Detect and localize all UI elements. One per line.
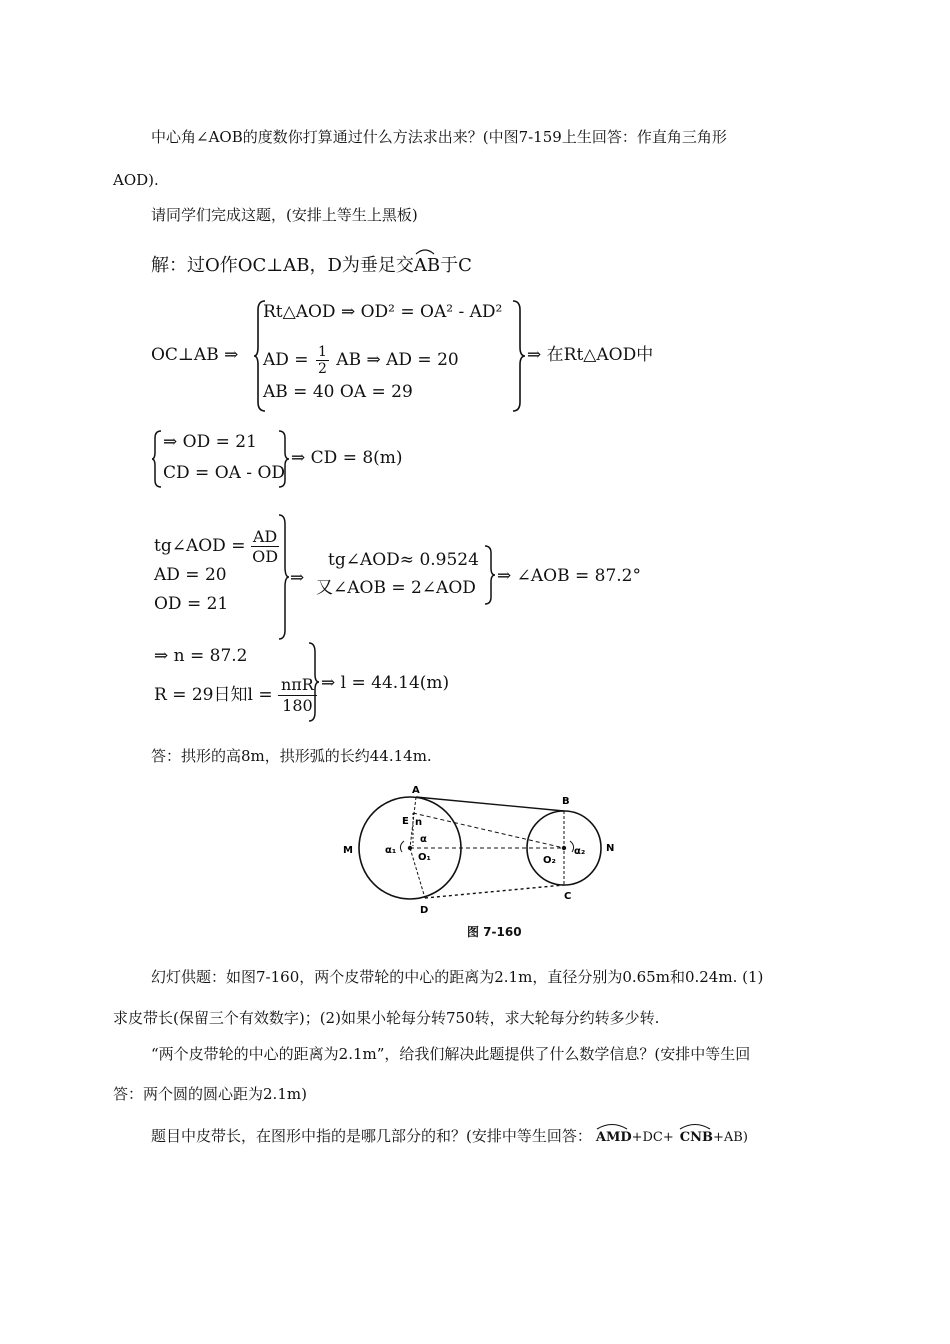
step2-right: ⇒ CD = 8(m) [291, 448, 403, 468]
paragraph-4-line-2: 答：两个圆的圆心距为2.1m) [113, 1085, 307, 1103]
label-alpha2: α₂ [574, 846, 586, 857]
arc-cnb: CNB [680, 1128, 713, 1148]
belt-segment-ab [416, 797, 564, 811]
paragraph-5: 题目中皮带长，在图形中指的是哪几部分的和？(安排中等生回答： AMD +DC+ CNB +AB) [151, 1126, 748, 1148]
step4-right: ⇒ l = 44.14(m) [321, 673, 450, 693]
belt-pulley-figure [340, 780, 620, 940]
arc-ab-mark [414, 247, 436, 255]
solution-intro [151, 255, 472, 277]
label-alpha1: α₁ [385, 845, 397, 856]
step3-row2: AD = 20 [154, 565, 227, 585]
arc-amd: AMD [596, 1128, 632, 1148]
arc-ab: AB [414, 255, 440, 277]
arc-amd-mark [595, 1122, 629, 1130]
fraction-arc-length: nπR 180 [278, 675, 317, 716]
paragraph-3-line-2: 求皮带长(保留三个有效数字)；(2)如果小轮每分转750转，求大轮每分约转多少转. [113, 1009, 660, 1027]
label-d: D [420, 905, 429, 916]
step1-left: OC⊥AB ⇒ [151, 345, 239, 365]
label-h: n [415, 817, 423, 828]
step4-row1: ⇒ n = 87.2 [154, 646, 248, 666]
step3-right-brace [278, 514, 290, 640]
step1-row3: AB = 40 OA = 29 [263, 382, 413, 402]
step1-row1: Rt△AOD ⇒ OD² = OA² - AD² [263, 302, 503, 322]
step1-right-brace [512, 300, 526, 412]
fraction-half: $\frac{1}{2}$ [317, 344, 327, 377]
solution-intro-suffix: 于C [440, 255, 472, 276]
label-c: C [564, 891, 572, 902]
label-a: A [412, 785, 420, 796]
arc-cnb-mark [678, 1122, 712, 1130]
step3-middle-row2: 又∠AOB = 2∠AOD [316, 578, 476, 598]
belt-segment-dc [425, 885, 564, 898]
paragraph-4-line-1: “两个皮带轮的中心的距离为2.1m”，给我们解决此题提供了什么数学信息？(安排中等生回 [151, 1045, 751, 1063]
label-o1: O₁ [418, 852, 431, 863]
angle-alpha1-arc [400, 841, 404, 852]
label-o2: O₂ [543, 855, 556, 866]
label-n: N [606, 843, 615, 854]
fraction-ad-od: $\frac{AD}{OD}$ [252, 527, 279, 566]
paragraph-3-line-1: 幻灯供题：如图7-160，两个皮带轮的中心的距离为2.1m，直径分别为0.65m和0.24m. (1) [151, 968, 764, 986]
answer-text: 答：拱形的高8m，拱形弧的长约44.14m. [151, 747, 432, 765]
label-b: B [562, 796, 570, 807]
step3-row3: OD = 21 [154, 594, 229, 614]
paragraph-1-line-1: 中心角∠AOB的度数你打算通过什么方法求出来？(中图7-159上生回答：作直角三角形 [151, 128, 727, 146]
label-e: E [402, 816, 409, 827]
step3-arrow: ⇒ [290, 568, 305, 588]
step4-row2: R = 29日知l = nπR 180 [154, 675, 317, 716]
step2-row2: CD = OA - OD [163, 463, 286, 483]
paragraph-1-line-2: AOD). [113, 171, 159, 189]
label-m: M [343, 845, 353, 856]
paragraph-2: 请同学们完成这题，(安排上等生上黑板) [151, 206, 418, 224]
step2-right-brace [278, 430, 290, 488]
step4-right-brace [308, 642, 320, 722]
solution-intro-prefix: 解：过O作OC⊥AB，D为垂足交 [151, 255, 414, 276]
step3-middle-brace [484, 545, 496, 605]
label-alpha: α [420, 834, 427, 845]
step3-middle-row1: tg∠AOD≈ 0.9524 [328, 550, 479, 570]
step2-left-brace [151, 430, 163, 488]
center-o1-dot [408, 846, 412, 850]
step1-right: ⇒ 在Rt△AOD中 [527, 345, 654, 365]
step1-row2: AD = $\frac{1}{2}$ AB ⇒ AD = 20 [263, 344, 459, 377]
center-o2-dot [562, 846, 566, 850]
step3-row1: tg∠AOD = $\frac{AD}{OD}$ [154, 527, 279, 566]
figure-caption: 图 7-160 [467, 925, 522, 939]
step3-right: ⇒ ∠AOB = 87.2° [497, 566, 642, 586]
step2-row1: ⇒ OD = 21 [163, 432, 257, 452]
